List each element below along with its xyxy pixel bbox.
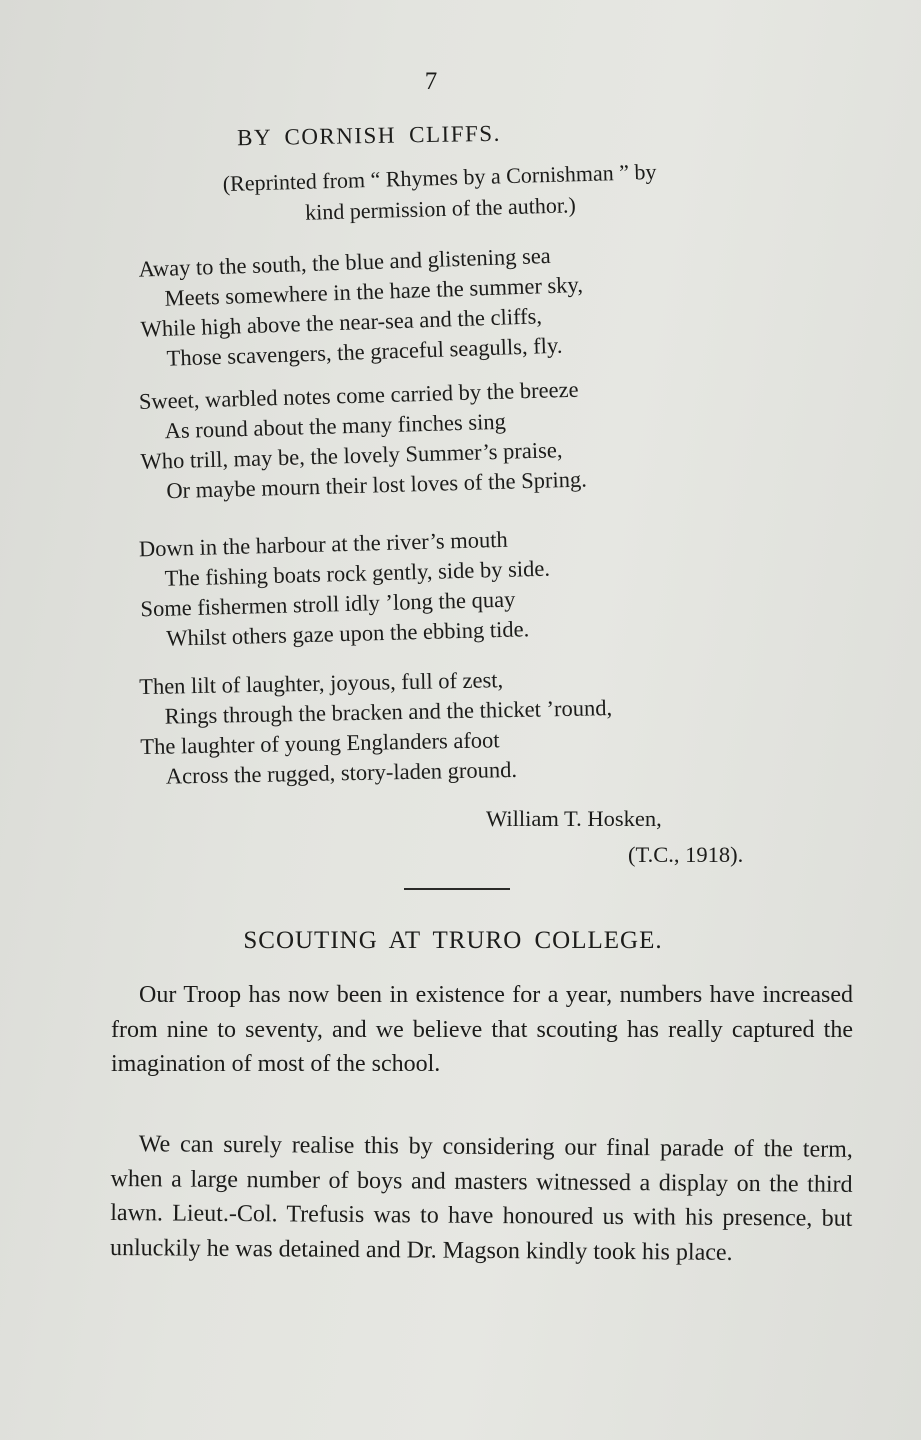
article-paragraph: Our Troop has now been in existence for a year, numbers have increased from nine to seventy, and we believe that scouting has really captured the imagination of most of the school. [111,982,853,1077]
poem-author: William T. Hosken, [486,806,662,831]
page-number: 7 [424,68,438,95]
section-divider [404,888,510,890]
poem-line: Meets somewhere in the haze the summer sky, [164,271,584,311]
poem-line: While high above the near-sea and the cliffs, [140,303,543,342]
poem-line: The fishing boats rock gently, side by side. [164,555,551,591]
poem-stanza-1 [138,233,782,374]
reprint-note-line: (Reprinted from “ Rhymes by a Cornishman ” by [222,158,657,197]
article-paragraph: We can surely realise this by considering our final parade of the term, when a large number of boys and masters witnessed a display on the third lawn. Lieut.-Col. Trefusis was to have honoured us with his presence, but unluckily he was detained and Dr. Magson kindly took his place. [109,1131,853,1266]
poem-line: Down in the harbour at the river’s mouth [138,526,509,562]
poem-line: As round about the many finches sing [164,408,507,444]
reprint-note [139,154,740,233]
article-heading: SCOUTING AT TRURO COLLEGE. [243,927,663,954]
poem-line: Rings through the bracken and the thicket ’round, [164,695,613,729]
poem-line: Who trill, may be, the lovely Summer’s praise, [140,437,563,474]
poem-line: Across the rugged, story-laden ground. [165,756,518,789]
poem-author-date: (T.C., 1918). [628,842,744,867]
poem-line: Whilst others gaze upon the ebbing tide. [165,616,530,651]
poem-line: Or maybe mourn their lost loves of the Spring. [166,466,588,504]
poem-line: Then lilt of laughter, joyous, full of zest, [138,667,504,700]
poem-stanza-4 [139,660,781,792]
poem-stanza-3 [139,518,782,655]
poem-line: Those scavengers, the graceful seagulls, fly. [166,332,563,371]
reprint-note-line: kind permission of the author.) [304,192,577,225]
poem-line: Away to the south, the blue and glistening sea [138,242,552,282]
poem-stanza-2 [138,369,781,507]
poem-title: BY CORNISH CLIFFS. [236,120,502,151]
poem-line: Sweet, warbled notes come carried by the breeze [138,376,579,414]
poem-line: The laughter of young Englanders afoot [140,727,500,760]
poem-line: Some fishermen stroll idly ’long the quay [140,586,516,622]
